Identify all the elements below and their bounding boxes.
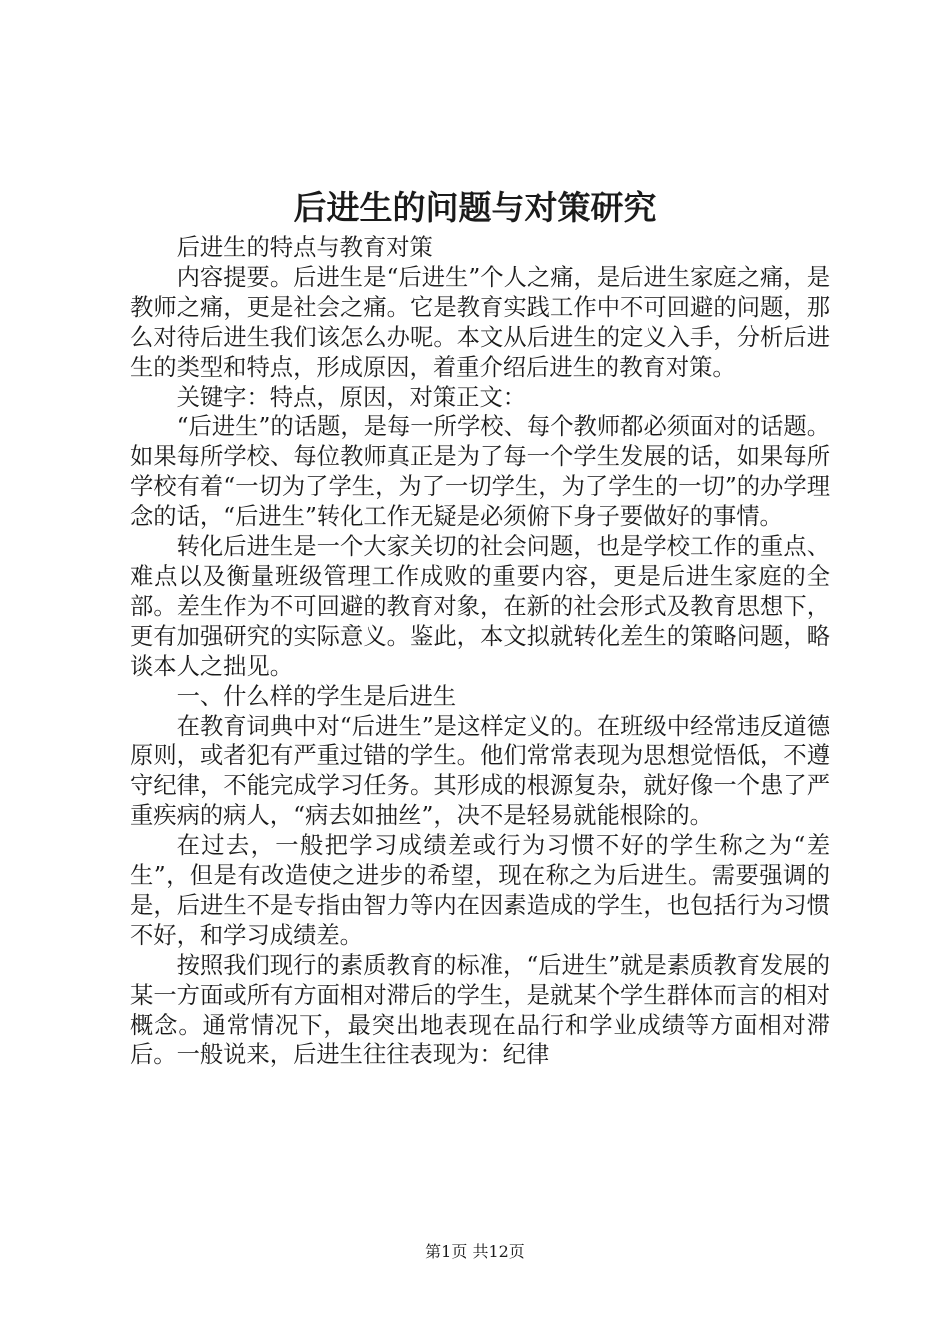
document-title: 后进生的问题与对策研究 [293,188,657,227]
paragraph-abstract: 内容提要。后进生是“后进生”个人之痛，是后进生家庭之痛，是教师之痛，更是社会之痛。它是教育实践工作中不可回避的问题，那么对待后进生我们该怎么办呢。本文从后进生的定义入手，分析后进生的类型和特点，形成原因，着重介绍后进生的教育对策。 [130,263,830,381]
paragraph-body: 在教育词典中对“后进生”是这样定义的。在班级中经常违反道德原则，或者犯有严重过错的学生。他们常常表现为思想觉悟低，不遵守纪律，不能完成学习任务。其形成的根源复杂，就好像一个患了严重疾病的病人，“病去如抽丝”，决不是轻易就能根除的。 [130,712,830,830]
paragraph-keywords: 关键字：特点，原因，对策正文： [176,383,527,411]
document-body [130,233,830,1070]
paragraph-subtitle: 后进生的特点与教育对策 [176,234,433,261]
paragraph-body: 转化后进生是一个大家关切的社会问题，也是学校工作的重点、难点以及衡量班级管理工作成败的重要内容，更是后进生家庭的全部。差生作为不可回避的教育对象，在新的社会形式及教育思想下，更有加强研究的实际意义。鉴此，本文拟就转化差生的策略问题，略谈本人之拙见。 [130,533,830,680]
page-footer: 第1页 共12页 [425,1242,525,1261]
paragraph-body: 按照我们现行的素质教育的标准，“后进生”就是素质教育发展的某一方面或所有方面相对滞后的学生，是就某个学生群体而言的相对概念。通常情况下，最突出地表现在品行和学业成绩等方面相对滞后。一般说来，后进生往往表现为：纪律 [130,951,830,1069]
section-heading: 一、什么样的学生是后进生 [176,682,457,710]
paragraph-body: 在过去，一般把学习成绩差或行为习惯不好的学生称之为“差生”，但是有改造使之进步的希望，现在称之为后进生。需要强调的是，后进生不是专指由智力等内在因素造成的学生，也包括行为习惯不好，和学习成绩差。 [130,832,830,949]
paragraph-body: “后进生”的话题，是每一所学校、每个教师都必须面对的话题。如果每所学校、每位教师真正是为了每一个学生发展的话，如果每所学校有着“一切为了学生，为了一切学生，为了学生的一切”的办学理念的话，“后进生”转化工作无疑是必须俯下身子要做好的事情。 [130,413,830,531]
